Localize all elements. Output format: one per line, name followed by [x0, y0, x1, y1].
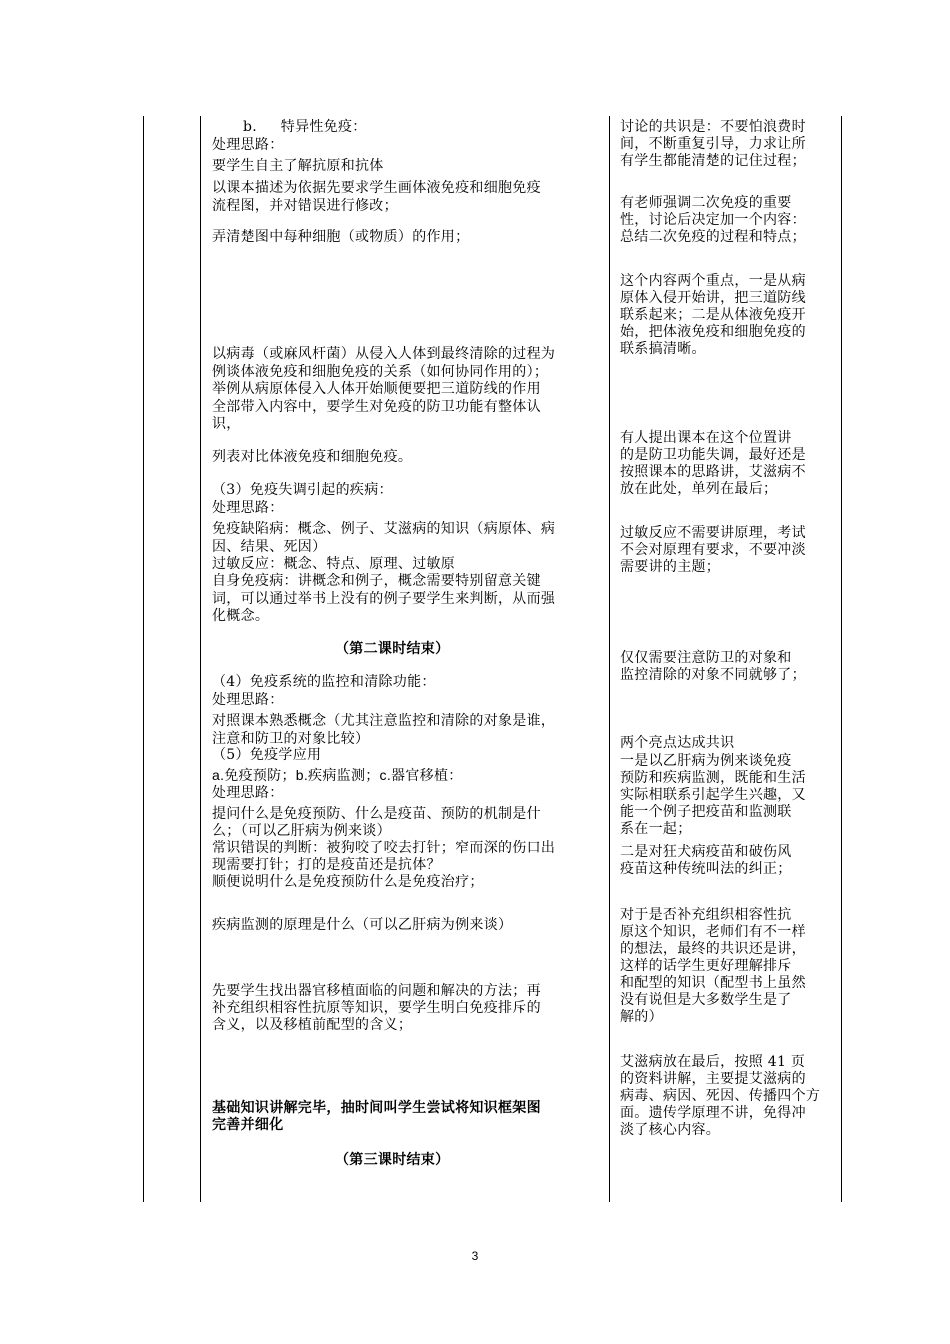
text-line: 弄清楚图中每种细胞（或物质）的作用；	[212, 229, 470, 245]
note-line: 原体入侵开始讲，把三道防线	[620, 290, 806, 306]
note-line: 间，不断重复引导，力求让所	[620, 136, 806, 152]
note-line: 总结二次免疫的过程和特点；	[620, 229, 806, 245]
note-line: 有老师强调二次免疫的重要	[620, 195, 792, 211]
section-b-heading: b. 特异性免疫：	[243, 119, 367, 135]
text-line: 提问什么是免疫预防、什么是疫苗、预防的机制是什	[212, 806, 541, 822]
text-line: a.免疫预防；b.疾病监测；c.器官移植：	[212, 767, 463, 783]
text-line: 自身免疫病：讲概念和例子，概念需要特别留意关键	[212, 573, 541, 589]
note-line: 病毒、病因、死因、传播四个方	[620, 1088, 821, 1104]
page-number: 3	[471, 1249, 479, 1263]
text-line: 要学生自主了解抗原和抗体	[212, 158, 384, 174]
note-line: 预防和疾病监测，既能和生活	[620, 770, 806, 786]
note-line: 不会对原理有要求，不要冲淡	[620, 542, 806, 558]
summary-bold-line: 完善并细化	[212, 1117, 284, 1133]
table-left-outer-border	[143, 116, 144, 1202]
note-line: 这样的话学生更好理解排斥	[620, 958, 792, 974]
note-line: 对于是否补充组织相容性抗	[620, 907, 792, 923]
section-4-heading: （4）免疫系统的监控和清除功能：	[212, 674, 436, 690]
note-line: 监控清除的对象不同就够了；	[620, 667, 806, 683]
lesson-3-end-marker: （第三课时结束）	[335, 1152, 450, 1168]
note-line: 的资料讲解，主要提艾滋病的	[620, 1071, 806, 1087]
note-line: 淡了核心内容。	[620, 1122, 721, 1138]
text-line: 处理思路：	[212, 137, 284, 153]
note-line: 讨论的共识是：不要怕浪费时	[620, 119, 806, 135]
text-line: 疾病监测的原理是什么（可以乙肝病为例来谈）	[212, 917, 513, 933]
note-line: 解的）	[620, 1009, 663, 1025]
lesson-2-end-marker: （第二课时结束）	[335, 641, 450, 657]
note-line: 一是以乙肝病为例来谈免疫	[620, 753, 792, 769]
note-line: 的是防卫功能失调，最好还是	[620, 447, 806, 463]
note-line: 艾滋病放在最后，按照 41 页	[620, 1054, 806, 1070]
text-line: 顺便说明什么是免疫预防什么是免疫治疗；	[212, 874, 484, 890]
text-line: 例谈体液免疫和细胞免疫的关系（如何协同作用的）；	[212, 364, 549, 380]
text-line: 以课本描述为依据先要求学生画体液免疫和细胞免疫	[212, 180, 541, 196]
note-line: 原这个知识，老师们有不一样	[620, 924, 806, 940]
text-line: 对照课本熟悉概念（尤其注意监控和清除的对象是谁，	[212, 713, 556, 729]
table-right-border	[841, 116, 842, 1202]
text-line: 词，可以通过举书上没有的例子要学生来判断，从而强	[212, 591, 556, 607]
text-line: 含义，以及移植前配型的含义；	[212, 1017, 413, 1033]
text-line: 全部带入内容中，要学生对免疫的防卫功能有整体认	[212, 399, 541, 415]
note-line: 按照课本的思路讲，艾滋病不	[620, 464, 806, 480]
note-line: 始，把体液免疫和细胞免疫的	[620, 324, 806, 340]
text-line: 处理思路：	[212, 692, 284, 708]
table-left-inner-border	[200, 116, 201, 1202]
note-line: 放在此处，单列在最后；	[620, 481, 778, 497]
note-line: 性，讨论后决定加一个内容：	[620, 212, 806, 228]
text-line: 现需要打针；打的是疫苗还是抗体？	[212, 857, 441, 873]
note-line: 有学生都能清楚的记住过程；	[620, 153, 806, 169]
text-line: 列表对比体液免疫和细胞免疫。	[212, 449, 413, 465]
text-line: 么；（可以乙肝病为例来谈）	[212, 823, 391, 839]
note-line: 疫苗这种传统叫法的纠正；	[620, 861, 792, 877]
note-line: 面。遗传学原理不讲，免得冲	[620, 1105, 806, 1121]
note-line: 二是对狂犬病疫苗和破伤风	[620, 844, 792, 860]
section-3-heading: （3）免疫失调引起的疾病：	[212, 482, 393, 498]
note-line: 两个亮点达成共识	[620, 735, 735, 751]
note-line: 需要讲的主题；	[620, 559, 721, 575]
text-line: 以病毒（或麻风杆菌）从侵入人体到最终清除的过程为	[212, 346, 556, 362]
text-line: 识，	[212, 416, 241, 432]
summary-bold-line: 基础知识讲解完毕，抽时间叫学生尝试将知识框架图	[212, 1100, 541, 1116]
text-line: 过敏反应：概念、特点、原理、过敏原	[212, 556, 456, 572]
text-line: 处理思路：	[212, 785, 284, 801]
note-line: 和配型的知识（配型书上虽然	[620, 975, 806, 991]
text-line: 因、结果、死因）	[212, 539, 327, 555]
note-line: 系在一起；	[620, 821, 692, 837]
note-line: 仅仅需要注意防卫的对象和	[620, 650, 792, 666]
text-line: 免疫缺陷病：概念、例子、艾滋病的知识（病原体、病	[212, 521, 556, 537]
text-line: 补充组织相容性抗原等知识，要学生明白免疫排斥的	[212, 1000, 541, 1016]
note-line: 的想法，最终的共识还是讲，	[620, 941, 806, 957]
note-line: 能一个例子把疫苗和监测联	[620, 804, 792, 820]
note-line: 这个内容两个重点，一是从病	[620, 273, 806, 289]
note-line: 没有说但是大多数学生是了	[620, 992, 792, 1008]
text-line: 举例从病原体侵入人体开始顺便要把三道防线的作用	[212, 381, 541, 397]
text-line: 常识错误的判断：被狗咬了咬去打针；窄而深的伤口出	[212, 840, 556, 856]
section-5-heading: （5）免疫学应用	[212, 747, 322, 763]
note-line: 联系起来；二是从体液免疫开	[620, 307, 806, 323]
note-line: 联系搞清晰。	[620, 341, 706, 357]
text-line: 化概念。	[212, 608, 270, 624]
note-line: 有人提出课本在这个位置讲	[620, 430, 792, 446]
text-line: 处理思路：	[212, 500, 284, 516]
text-line: 流程图，并对错误进行修改；	[212, 198, 398, 214]
text-line: 先要学生找出器官移植面临的问题和解决的方法；再	[212, 983, 541, 999]
note-line: 实际相联系引起学生兴趣，又	[620, 787, 806, 803]
table-middle-border	[609, 116, 610, 1202]
text-line: 注意和防卫的对象比较）	[212, 731, 370, 747]
note-line: 过敏反应不需要讲原理，考试	[620, 525, 806, 541]
